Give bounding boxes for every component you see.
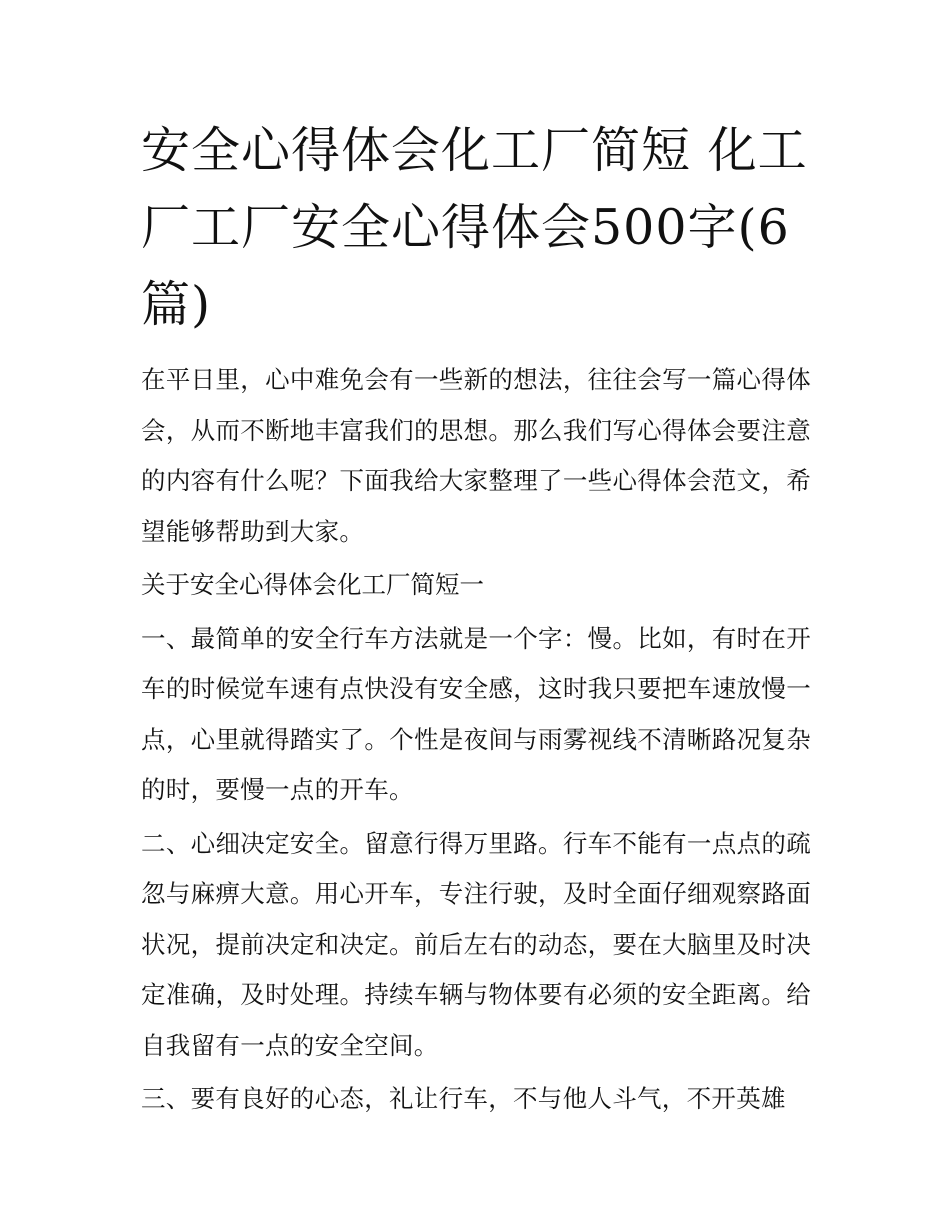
body-paragraph-3: 三、要有良好的心态，礼让行车，不与他人斗气，不开英雄	[141, 1084, 786, 1113]
intro-paragraph: 在平日里，心中难免会有一些新的想法，往往会写一篇心得体会，从而不断地丰富我们的思想。那么我们写心得体会要注意的内容有什么呢？下面我给大家整理了一些心得体会范文，希望能够帮助到大家。	[141, 365, 811, 546]
document-title: 安全心得体会化工厂简短 化工厂工厂安全心得体会500字(6篇)	[141, 122, 808, 333]
document-body	[141, 112, 811, 1128]
body-paragraph-2: 二、心细决定安全。留意行得万里路。行车不能有一点点的疏忽与麻痹大意。用心开车，专注行驶，及时全面仔细观察路面状况，提前决定和决定。前后左右的动态，要在大脑里及时决定准确，及时处理。持续车辆与物体要有必须的安全距离。给自我留有一点的安全空间。	[141, 828, 811, 1060]
body-paragraph-1: 一、最简单的安全行车方法就是一个字：慢。比如，有时在开车的时候觉车速有点快没有安全感，这时我只要把车速放慢一点，心里就得踏实了。个性是夜间与雨雾视线不清晰路况复杂的时，要慢一点的开车。	[141, 623, 811, 804]
section-heading: 关于安全心得体会化工厂简短一	[141, 570, 484, 599]
